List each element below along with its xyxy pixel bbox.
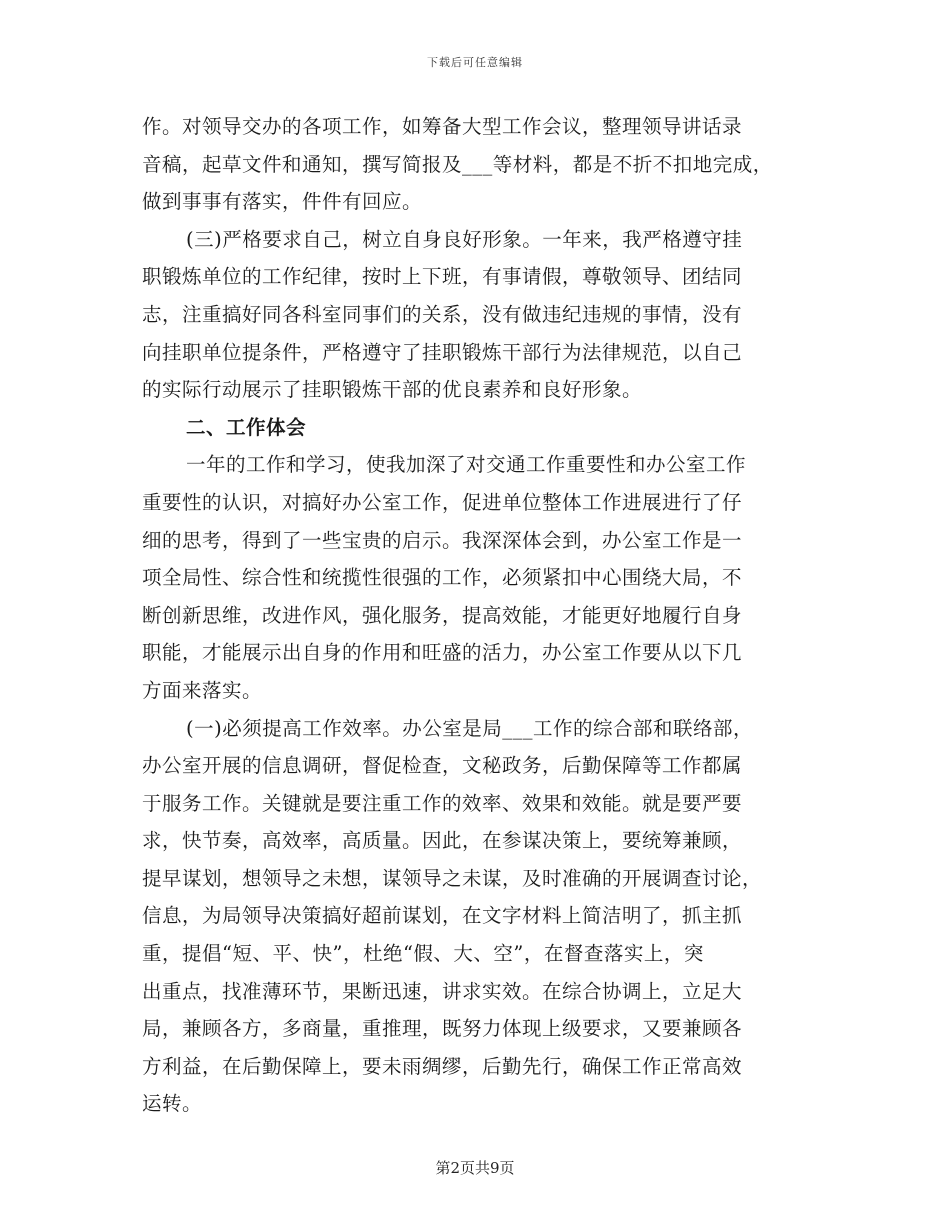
text-line: 于服务工作。关键就是要注重工作的效率、效果和效能。就是要严要 [142,791,743,815]
text-line: 一年的工作和学习，使我加深了对交通工作重要性和办公室工作 [186,453,747,477]
text-line: 信息，为局领导决策搞好超前谋划，在文字材料上简洁明了，抓主抓 [142,904,743,928]
text-line: (一)必须提高工作效率。办公室是局___工作的综合部和联络部， [186,716,753,740]
text-line: 运转。 [142,1092,203,1116]
text-line: 求，快节奏，高效率，高质量。因此，在参谋决策上，要统筹兼顾， [142,829,743,853]
text-line: 向挂职单位提条件，严格遵守了挂职锻炼干部行为法律规范，以自己 [142,340,743,364]
text-line: 重，提倡“短、平、快”，杜绝“假、大、空”，在督查落实上，突 [142,942,704,966]
text-line: (三)严格要求自己，树立自身良好形象。一年来，我严格遵守挂 [186,227,743,251]
text-line: 断创新思维，改进作风，强化服务，提高效能，才能更好地履行自身 [142,603,743,627]
text-line: 作。对领导交办的各项工作，如筹备大型工作会议，整理领导讲话录 [142,115,743,138]
text-line: 提早谋划，想领导之未想，谋领导之未谋，及时准确的开展调查讨论， [142,866,763,890]
text-line: 局，兼顾各方，多商量，重推理，既努力体现上级要求，又要兼顾各 [142,1017,743,1041]
document-body [142,108,812,1123]
section-heading: 二、工作体会 [186,415,307,439]
text-line: 音稿，起草文件和通知，撰写简报及___等材料，都是不折不扣地完成， [142,152,773,176]
text-line: 的实际行动展示了挂职锻炼干部的优良素养和良好形象。 [142,378,643,402]
text-line: 重要性的认识，对搞好办公室工作，促进单位整体工作进展进行了仔 [142,490,743,514]
text-line: 办公室开展的信息调研，督促检查，文秘政务，后勤保障等工作都属 [142,754,743,778]
text-line: 项全局性、综合性和统揽性很强的工作，必须紧扣中心围绕大局，不 [142,566,743,590]
text-line: 方面来落实。 [142,678,263,702]
text-line: 出重点，找准薄环节，果断迅速，讲求实效。在综合协调上，立足大 [142,979,743,1003]
text-line: 职锻炼单位的工作纪律，按时上下班，有事请假，尊敬领导、团结同 [142,265,743,289]
text-line: 细的思考，得到了一些宝贵的启示。我深深体会到，办公室工作是一 [142,528,743,552]
page-number: 第2页共9页 [435,1159,515,1177]
text-line: 志，注重搞好同各科室同事们的关系，没有做违纪违规的事情，没有 [142,302,743,326]
text-line: 做到事事有落实，件件有回应。 [142,190,423,214]
text-line: 方利益，在后勤保障上，要未雨绸缪，后勤先行，确保工作正常高效 [142,1054,743,1078]
page-header: 下载后可任意编辑 [427,56,523,69]
text-line: 职能，才能展示出自身的作用和旺盛的活力，办公室工作要从以下几 [142,641,743,665]
